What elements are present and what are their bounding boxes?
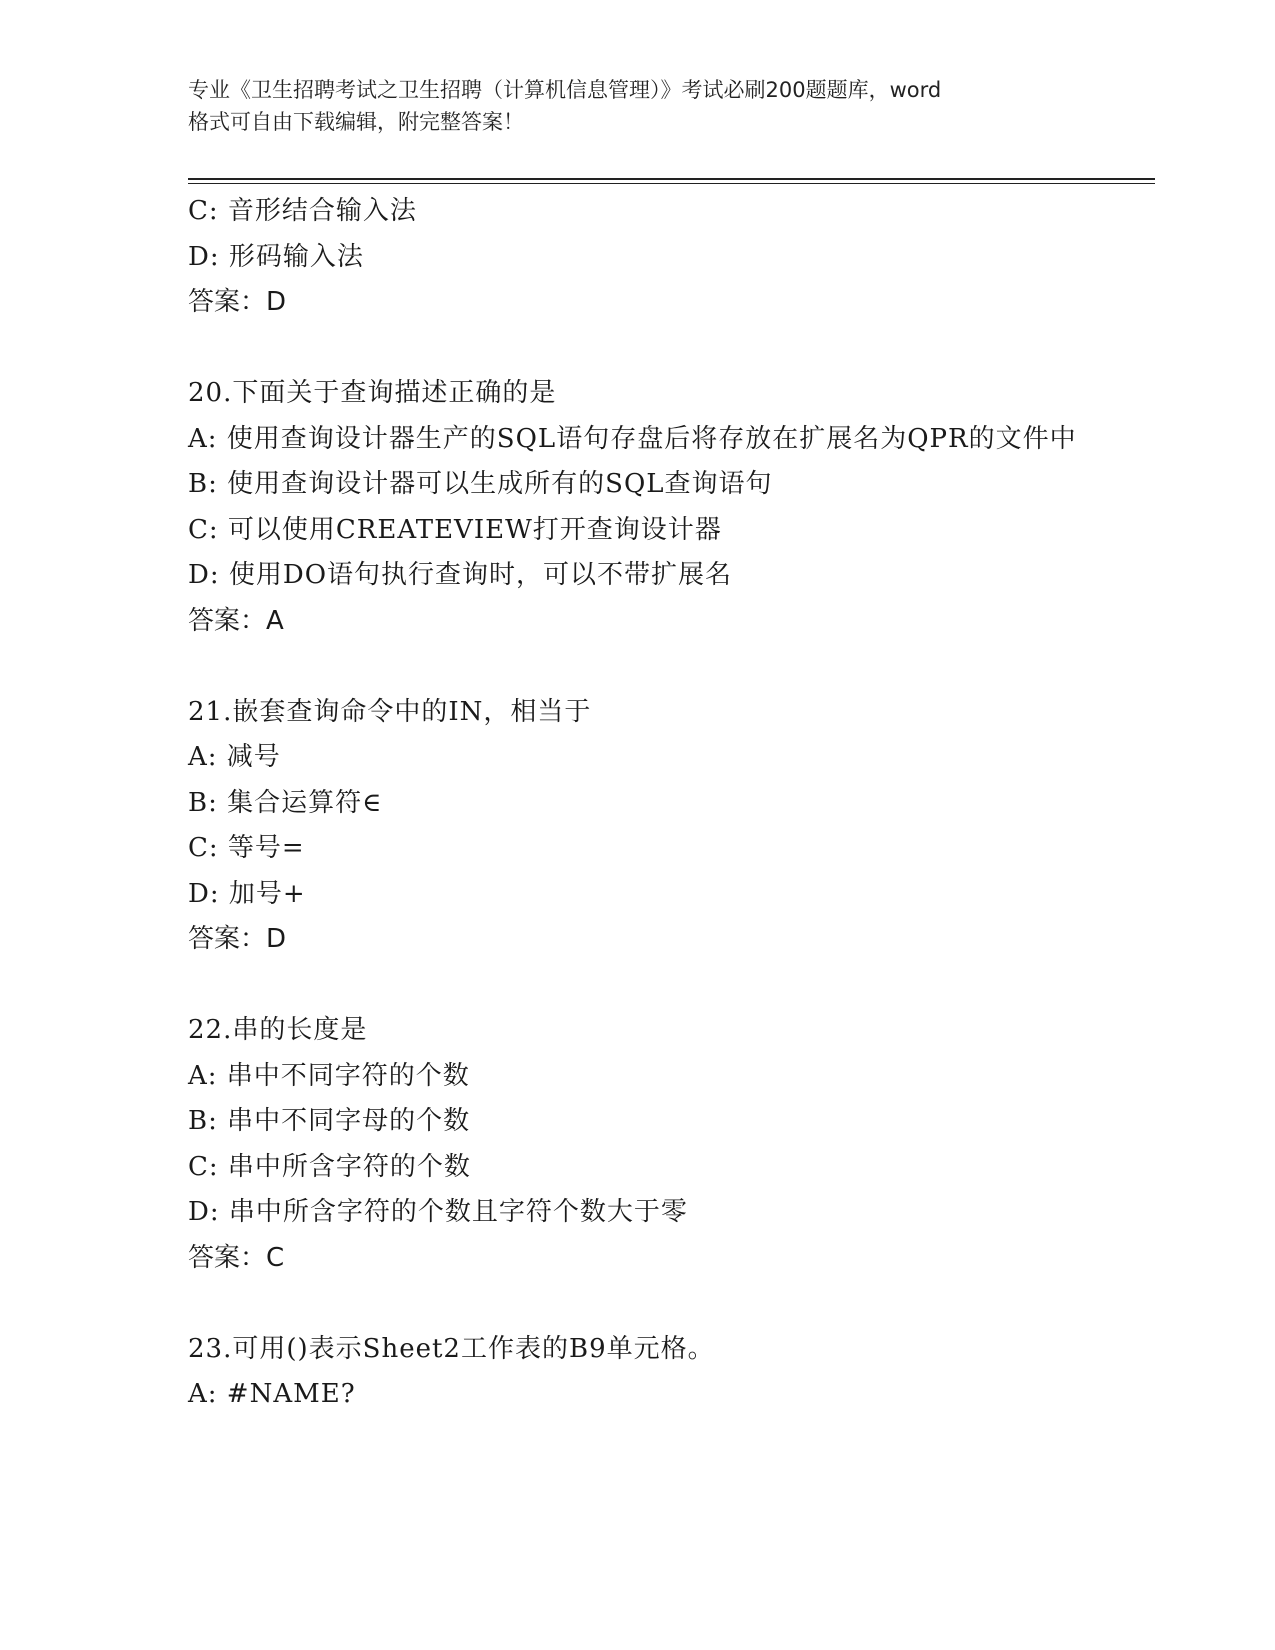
q22-option-a: A: 串中不同字符的个数 (188, 1060, 470, 1091)
question-19-tail (188, 189, 1088, 326)
q20-option-d: D: 使用DO语句执行查询时，可以不带扩展名 (188, 560, 733, 590)
q20-option-c: C: 可以使用CREATEVIEW打开查询设计器 (188, 514, 722, 545)
q23-question: 23.可用()表示Sheet2工作表的B9单元格。 (188, 1333, 715, 1364)
q21-option-b: B: 集合运算符∈ (188, 787, 383, 818)
q20-answer: 答案：A (188, 605, 284, 636)
q22-option-b: B: 串中不同字母的个数 (188, 1106, 471, 1136)
q20-question: 20.下面关于查询描述正确的是 (188, 378, 557, 408)
q22-option-d: D: 串中所含字符的个数且字符个数大于零 (188, 1197, 688, 1227)
spacer (188, 644, 1088, 690)
question-21 (188, 690, 1088, 963)
q21-answer: 答案：D (188, 924, 287, 954)
header-line-2: 格式可自由下载编辑，附完整答案！ (188, 110, 524, 134)
spacer (188, 963, 1088, 1009)
question-20 (188, 371, 1088, 644)
q20-option-a: A: 使用查询设计器生产的SQL语句存盘后将存放在扩展名为QPR的文件中 (188, 423, 1077, 454)
q19-option-c: C: 音形结合输入法 (188, 196, 417, 226)
spacer (188, 1281, 1088, 1327)
document-header (188, 74, 1088, 138)
q21-question: 21.嵌套查询命令中的IN，相当于 (188, 696, 592, 727)
q21-option-c: C: 等号= (188, 833, 305, 863)
q19-option-d: D: 形码输入法 (188, 241, 364, 272)
q22-answer: 答案：C (188, 1242, 285, 1273)
q21-option-a: A: 减号 (188, 742, 281, 772)
question-22 (188, 1008, 1088, 1281)
question-23 (188, 1327, 1088, 1418)
q19-answer: 答案：D (188, 287, 287, 317)
q22-question: 22.串的长度是 (188, 1015, 368, 1045)
q21-option-d: D: 加号+ (188, 878, 306, 909)
header-line-1: 专业《卫生招聘考试之卫生招聘（计算机信息管理）》考试必刷200题题库，word (188, 78, 942, 102)
q20-option-b: B: 使用查询设计器可以生成所有的SQL查询语句 (188, 469, 773, 499)
spacer (188, 326, 1088, 372)
q23-option-a: A: #NAME? (188, 1379, 356, 1409)
q22-option-c: C: 串中所含字符的个数 (188, 1151, 471, 1182)
header-divider-thick (188, 178, 1155, 180)
question-content (188, 189, 1088, 1418)
header-divider-thin (188, 183, 1155, 184)
